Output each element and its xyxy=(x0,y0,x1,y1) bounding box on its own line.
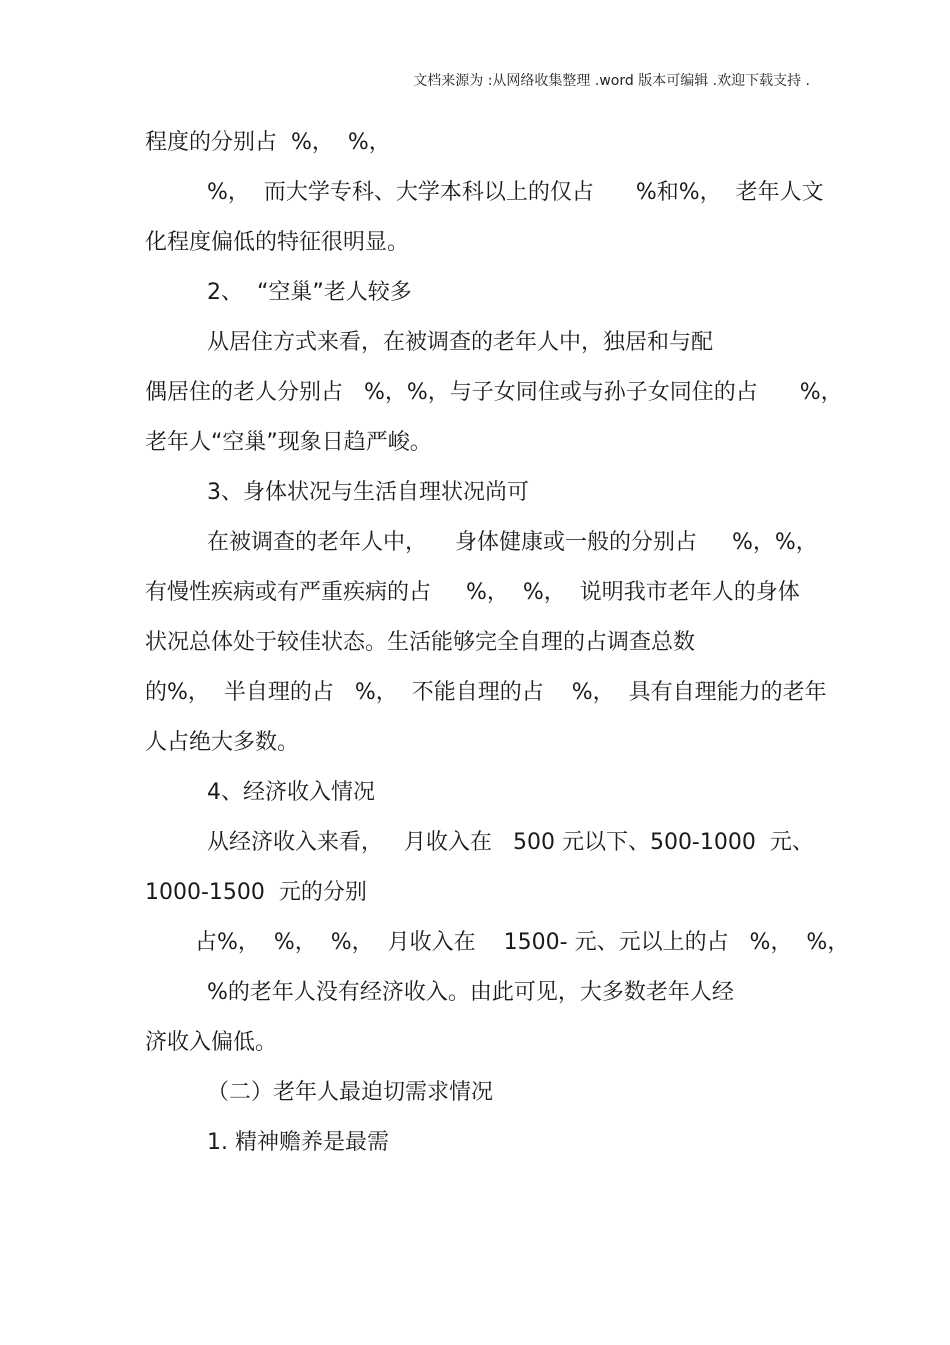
body-line: 在被调查的老年人中， 身体健康或一般的分别占 %，%， xyxy=(207,530,818,555)
body-line: 济收入偏低。 xyxy=(145,1030,278,1055)
body-line: %的老年人没有经济收入。由此可见，大多数老年人经 xyxy=(207,980,734,1005)
body-line: 有慢性疾病或有严重疾病的占 %， %， 说明我市老年人的身体 xyxy=(145,580,800,605)
section-heading: 4、经济收入情况 xyxy=(207,780,375,805)
section-heading: 3、身体状况与生活自理状况尚可 xyxy=(207,480,529,505)
section-heading: （二）老年人最迫切需求情况 xyxy=(207,1080,494,1105)
body-line: 从居住方式来看，在被调查的老年人中，独居和与配 xyxy=(207,330,714,355)
body-line: 化程度偏低的特征很明显。 xyxy=(145,230,410,255)
body-line: 程度的分别占 %， %， xyxy=(145,130,391,155)
body-line: 的%， 半自理的占 %， 不能自理的占 %， 具有自理能力的老年 xyxy=(145,680,827,705)
body-line: 1000-1500 元的分别 xyxy=(145,880,367,905)
body-line: 老年人“空巢”现象日趋严峻。 xyxy=(145,430,432,455)
section-heading: 1. 精神赡养是最需 xyxy=(207,1130,389,1155)
body-line: 状况总体处于较佳状态。生活能够完全自理的占调查总数 xyxy=(145,630,696,655)
section-heading: 2、 “空巢”老人较多 xyxy=(207,280,412,305)
body-line: 偶居住的老人分别占 %，%，与子女同住或与孙子女同住的占 %， xyxy=(145,380,843,405)
body-line: 人占绝大多数。 xyxy=(145,730,300,755)
body-line: 占%， %， %， 月收入在 1500- 元、元以上的占 %， %， xyxy=(195,930,850,955)
body-line: 从经济收入来看， 月收入在 500 元以下、500-1000 元、 xyxy=(207,830,814,855)
body-line: %， 而大学专科、大学本科以上的仅占 %和%， 老年人文 xyxy=(207,180,824,205)
document-header: 文档来源为 :从网络收集整理 .word 版本可编辑 .欢迎下载支持 . xyxy=(413,73,810,89)
